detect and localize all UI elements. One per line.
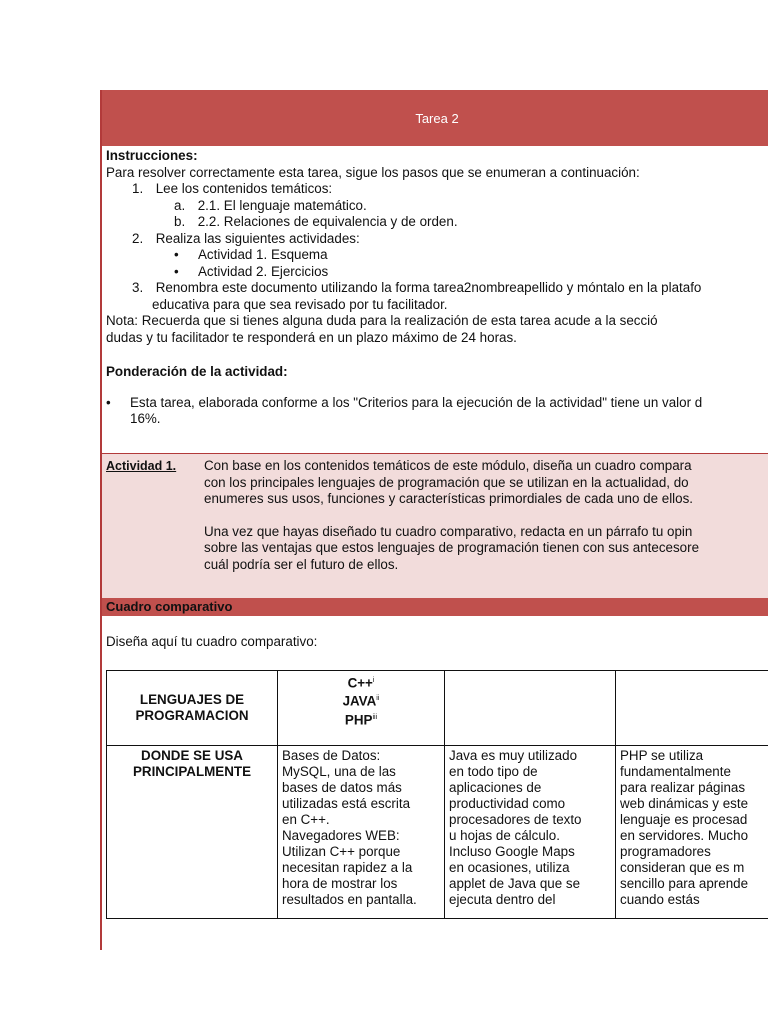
step-3-number: 3. <box>132 280 144 295</box>
step-1a-text: 2.1. El lenguaje matemático. <box>197 197 367 213</box>
cuadro-intro: Diseña aquí tu cuadro comparativo: <box>106 634 318 649</box>
activity-1-box <box>102 453 768 598</box>
lang-php: PHP$^{iii}$ <box>344 712 378 728</box>
row-head-line2: PRINCIPALMENTE <box>132 764 252 779</box>
bullet-actividad-1-text: Actividad 1. Esquema <box>198 247 328 262</box>
header-col-languages-line2: PROGRAMACION <box>135 708 249 723</box>
step-1a <box>106 198 768 215</box>
activity-p1-line3: enumeres sus usos, funciones y características primordiales de cada uno de ellos. <box>204 491 694 506</box>
step-3 <box>106 280 768 297</box>
activity-1-text <box>204 458 768 589</box>
cell-line: u hojas de cálculo. <box>449 828 560 843</box>
cell-line: para realizar páginas <box>620 780 746 795</box>
header-empty-cell[interactable] <box>445 671 616 746</box>
cell-line: sencillo para aprende <box>620 876 749 891</box>
cell-line: hora de mostrar los <box>282 876 398 891</box>
instructions-intro: Para resolver correctamente esta tarea, sigue los pasos que se enumeran a continuación: <box>106 164 640 180</box>
activity-p2-line1: Una vez que hayas diseñado tu cuadro comparativo, redacta en un párrafo tu opin <box>204 523 693 539</box>
step-3-text-line2: educativa para que sea revisado por tu facilitador. <box>152 296 448 312</box>
ponderacion-line1: Esta tarea, elaborada conforme a los "Criterios para la ejecución de la actividad" tiene un valor d <box>130 394 703 410</box>
cell-line: Incluso Google Maps <box>449 844 575 859</box>
ponderacion-heading: Ponderación de la actividad: <box>106 364 288 379</box>
cell-line: ejecuta dentro del <box>449 892 556 907</box>
cell-line: en servidores. Mucho <box>620 828 749 843</box>
cell-line: bases de datos más <box>282 780 402 795</box>
cell-line: productividad como <box>449 796 566 811</box>
bullet-dot-icon: • <box>106 394 111 410</box>
bullet-actividad-1 <box>106 247 768 264</box>
activity-1-label: Actividad 1. <box>106 459 177 473</box>
instructions-section <box>106 148 768 428</box>
cell-line: en todo tipo de <box>449 764 538 779</box>
task-title: Tarea 2 <box>415 110 459 126</box>
task-title-bar <box>102 90 768 146</box>
cell-php-uso[interactable] <box>616 746 768 919</box>
cell-line: necesitan rapidez a la <box>282 860 413 875</box>
row-head-uso <box>107 746 278 919</box>
activity-p1-line1: Con base en los contenidos temáticos de este módulo, diseña un cuadro compara <box>204 458 692 473</box>
cell-line: resultados en pantalla. <box>282 892 417 907</box>
bullet-dot-icon: • <box>174 263 179 279</box>
cell-line: lenguaje es procesad <box>620 812 748 827</box>
comparison-table <box>106 670 768 919</box>
header-col-languages-line1: LENGUAJES DE <box>139 692 245 707</box>
step-1a-letter: a. <box>174 197 186 213</box>
footnote-marker: iii <box>372 713 378 721</box>
step-2-number: 2. <box>132 230 144 246</box>
step-1-number: 1. <box>132 181 144 196</box>
step-1b <box>106 214 768 231</box>
cell-java-uso[interactable] <box>445 746 616 919</box>
header-col-names <box>278 671 445 746</box>
cell-line: procesadores de texto <box>449 812 582 827</box>
cell-line: utilizadas está escrita <box>282 796 411 811</box>
ponderacion-line2: 16%. <box>130 411 161 426</box>
cell-line: programadores <box>620 844 711 859</box>
instructions-heading: Instrucciones: <box>106 148 198 163</box>
cell-line: fundamentalmente <box>620 764 731 779</box>
step-1-text: Lee los contenidos temáticos: <box>155 181 333 196</box>
step-2-text: Realiza las siguientes actividades: <box>155 230 360 246</box>
cell-line: consideran que es m <box>620 860 745 875</box>
activity-p2-line2: sobre las ventajas que estos lenguajes de programación tienen con sus antecesore <box>204 540 700 555</box>
table-header-row <box>107 671 768 746</box>
bullet-actividad-2-text: Actividad 2. Ejercicios <box>198 263 329 279</box>
activity-p2-line3: cuál podría ser el futuro de ellos. <box>204 556 399 572</box>
step-2 <box>106 231 768 248</box>
cell-line: PHP se utiliza <box>620 748 704 763</box>
cell-line: aplicaciones de <box>449 780 542 795</box>
bullet-dot-icon: • <box>174 247 179 262</box>
cell-line: web dinámicas y este <box>620 796 749 811</box>
header-empty-cell[interactable] <box>616 671 768 746</box>
cell-line: cuando estás <box>620 892 700 907</box>
lang-cpp: C++$^i$ <box>347 675 375 691</box>
cell-line: Java es muy utilizado <box>449 748 578 763</box>
step-1 <box>106 181 768 198</box>
cell-line: en ocasiones, utiliza <box>449 860 570 875</box>
cell-line: Navegadores WEB: <box>282 828 400 843</box>
cuadro-comparativo-bar <box>102 598 768 616</box>
footnote-marker: ii <box>376 695 380 703</box>
header-col-languages <box>107 671 278 746</box>
ponderacion-item <box>106 395 768 428</box>
step-1b-letter: b. <box>174 214 186 229</box>
document-frame <box>100 90 768 950</box>
cell-cpp-uso[interactable] <box>278 746 445 919</box>
cell-line: Utilizan C++ porque <box>282 844 401 859</box>
cell-line: applet de Java que se <box>449 876 581 891</box>
note-line2: dudas y tu facilitador te responderá en un plazo máximo de 24 horas. <box>106 329 517 345</box>
note-line1: Nota: Recuerda que si tienes alguna duda para la realización de esta tarea acude a la secció <box>106 313 658 328</box>
cuadro-heading: Cuadro comparativo <box>106 599 233 614</box>
step-1b-text: 2.2. Relaciones de equivalencia y de orden. <box>197 214 458 229</box>
table-row <box>107 746 768 919</box>
bullet-actividad-2 <box>106 264 768 281</box>
cell-line: Bases de Datos: <box>282 748 381 763</box>
cell-line: en C++. <box>282 812 330 827</box>
activity-p1-line2: con los principales lenguajes de programación que se utilizan en la actualidad, do <box>204 474 689 490</box>
step-3-text-line1: Renombra este documento utilizando la forma tarea2nombreapellido y móntalo en la platafo <box>155 280 702 295</box>
lang-java: JAVA$^{ii}$ <box>342 693 380 709</box>
row-head-line1: DONDE SE USA <box>141 748 243 763</box>
footnote-marker: i <box>372 677 375 684</box>
cell-line: MySQL, una de las <box>282 764 396 779</box>
